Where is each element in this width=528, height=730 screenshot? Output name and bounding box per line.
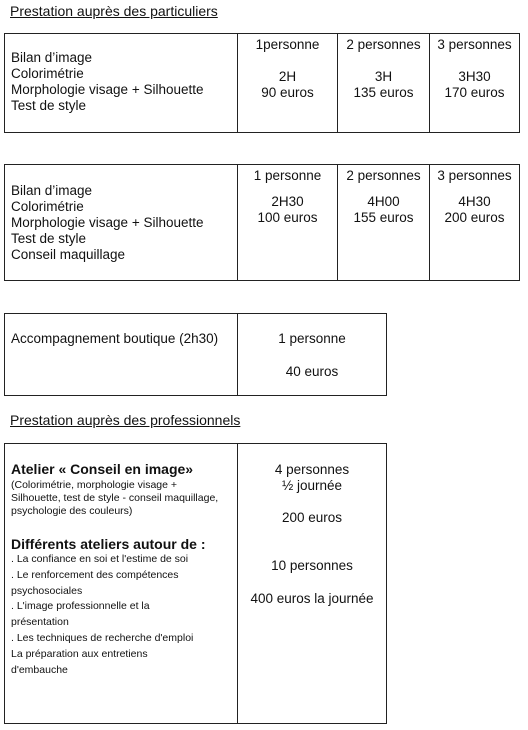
service-line: Colorimétrie — [11, 66, 84, 81]
people-count: 1 personne — [278, 331, 346, 346]
service-line: Conseil maquillage — [11, 247, 126, 262]
price: 90 euros — [261, 85, 314, 100]
people-count: 3 personnes — [437, 168, 512, 183]
service-line: Test de style — [11, 231, 87, 246]
price: 170 euros — [444, 85, 505, 100]
workshop-line: d'embauche — [11, 663, 68, 676]
workshop-line: La préparation aux entretiens — [11, 647, 148, 660]
atelier-price: 200 euros — [281, 510, 343, 525]
service-line: Colorimétrie — [11, 199, 84, 214]
professional-prices-cell — [238, 444, 387, 724]
people-count: 2 personnes — [346, 37, 421, 52]
duration: 4H30 — [458, 194, 491, 209]
section-heading-particuliers: Prestation auprès des particuliers — [10, 3, 218, 19]
workshop-line: psychosociales — [11, 584, 83, 597]
service-cell — [5, 314, 238, 396]
workshops-title: Différents ateliers autour de : — [11, 536, 206, 552]
price: 155 euros — [353, 210, 414, 225]
atelier-duration: ½ journée — [281, 478, 343, 493]
workshop-line: . La confiance en soi et l'estime de soi — [11, 553, 189, 565]
workshops-people: 10 personnes — [271, 558, 353, 573]
service-line: Morphologie visage + Silhouette — [11, 82, 204, 97]
workshop-line: . Le renforcement des compétences — [11, 568, 179, 581]
column-1-person — [238, 165, 338, 281]
price: 100 euros — [257, 210, 318, 225]
people-count: 3 personnes — [437, 37, 512, 52]
pricing-table-professionnels — [4, 443, 387, 724]
duration: 2H — [278, 69, 297, 84]
duration: 4H00 — [367, 194, 400, 209]
duration: 2H30 — [271, 194, 304, 209]
service-line: Bilan d’image — [11, 50, 93, 65]
workshops-description-cell — [5, 444, 238, 724]
workshop-line: . L'image professionnelle et la — [11, 600, 150, 613]
service-line: Accompagnement boutique (2h30) — [11, 331, 219, 346]
pricing-table-full — [4, 164, 520, 281]
price: 135 euros — [353, 85, 414, 100]
section-heading-professionnels: Prestation auprès des professionnels — [10, 412, 241, 428]
pricing-table-boutique — [4, 313, 387, 396]
duration: 3H — [374, 69, 393, 84]
pricing-table-basic — [4, 33, 520, 133]
service-line: Bilan d’image — [11, 183, 93, 198]
service-line: Test de style — [11, 98, 87, 113]
duration: 3H30 — [458, 69, 491, 84]
column-2-persons — [338, 34, 430, 133]
services-cell — [5, 165, 238, 281]
service-line: Morphologie visage + Silhouette — [11, 215, 204, 230]
workshops-price: 400 euros la journée — [250, 591, 374, 606]
price: 200 euros — [444, 210, 505, 225]
column-1-person — [238, 34, 338, 133]
people-count: 1personne — [255, 37, 320, 52]
services-cell — [5, 34, 238, 133]
atelier-title: Atelier « Conseil en image» — [11, 461, 194, 477]
atelier-people: 4 personnes — [274, 462, 350, 477]
column-3-persons — [430, 34, 520, 133]
column-2-persons — [338, 165, 430, 281]
price: 40 euros — [285, 364, 339, 379]
people-count: 2 personnes — [346, 168, 421, 183]
workshop-line: . Les techniques de recherche d'emploi — [11, 631, 194, 644]
column-3-persons — [430, 165, 520, 281]
atelier-description: (Colorimétrie, morphologie visage + Silhouette, test de style - conseil maquillage, psychologie des couleurs) — [11, 479, 219, 517]
workshop-line: présentation — [11, 616, 69, 629]
people-count: 1 personne — [253, 168, 322, 183]
boutique-price-cell — [238, 314, 387, 396]
